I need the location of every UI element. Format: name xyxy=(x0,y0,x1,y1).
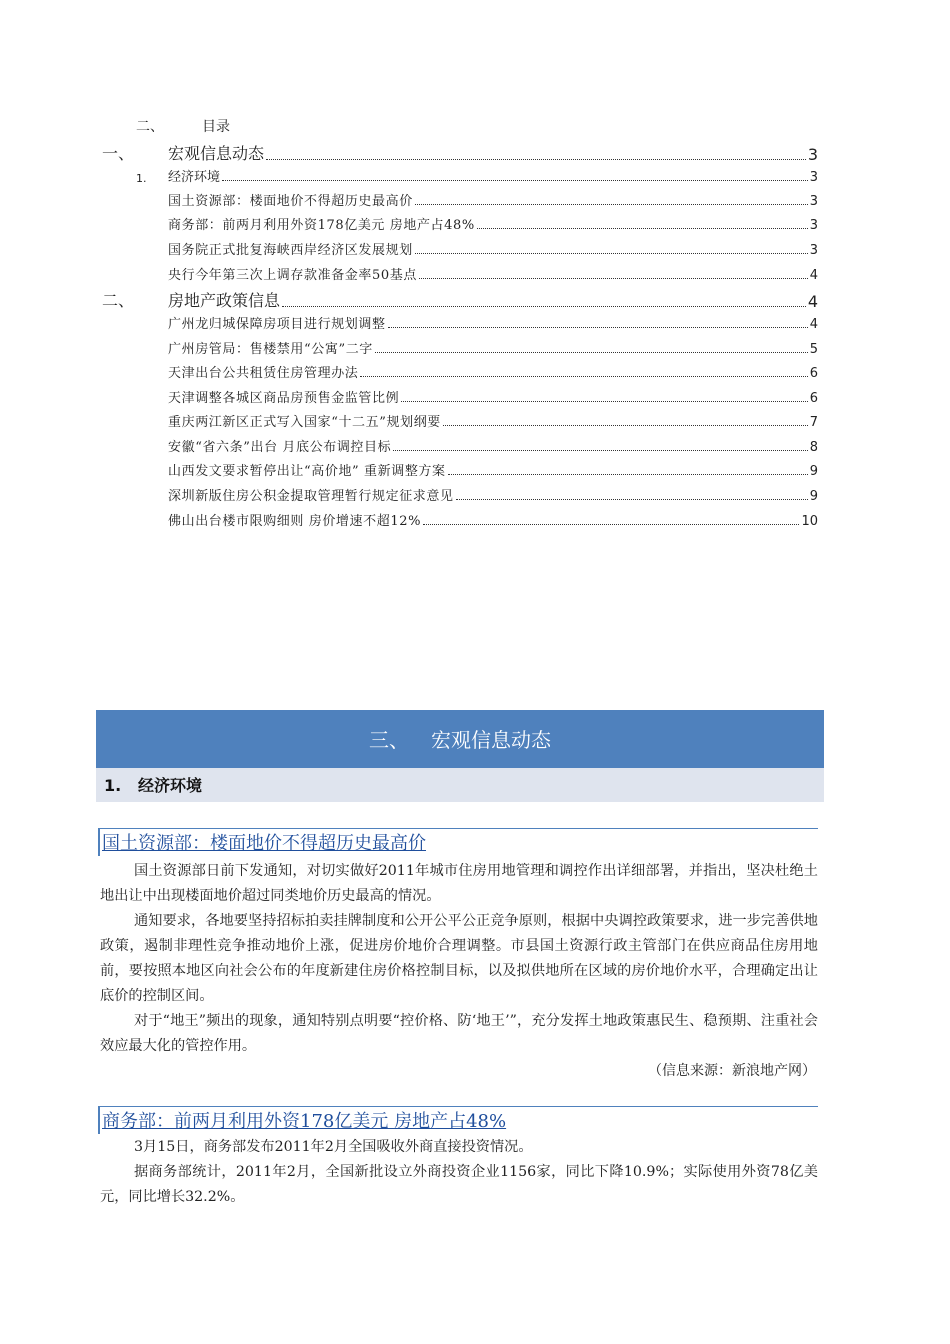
toc-entry-page: 4 xyxy=(809,268,818,283)
toc-entry[interactable] xyxy=(168,387,818,406)
toc-entry[interactable] xyxy=(168,190,818,209)
toc-entry-label: 重庆两江新区正式写入国家“十二五”规划纲要 xyxy=(168,415,441,430)
toc-leader-dots xyxy=(448,473,808,475)
toc-entry-page: 3 xyxy=(809,194,818,209)
toc-leader-dots xyxy=(222,179,808,181)
toc-entry-page: 3 xyxy=(809,243,818,258)
toc-entry[interactable] xyxy=(168,362,818,381)
toc-entry-page: 9 xyxy=(809,464,818,479)
article-paragraph: 通知要求，各地要坚持招标拍卖挂牌制度和公开公平公正竞争原则，根据中央调控政策要求，进一步完善供地政策，遏制非理性竞争推动地价上涨，促进房价地价合理调整。市县国土资源行政主管部门在供应商品住房用地前，要按照本地区向社会公布的年度新建住房价格控制目标，以及拟供地所在区域的房价地价水平，合理确定出让底价的控制区间。 xyxy=(100,913,818,1005)
article-paragraph: 国土资源部日前下发通知，对切实做好2011年城市住房用地管理和调控作出详细部署，并指出，坚决杜绝土地出让中出现楼面地价超过同类地价历史最高的情况。 xyxy=(100,863,818,905)
article-title-text: 商务部：前两月利用外资178亿美元 房地产占48% xyxy=(102,1111,507,1132)
toc-leader-dots xyxy=(401,400,808,402)
toc-entry[interactable] xyxy=(168,239,818,258)
toc-entry[interactable] xyxy=(168,214,818,233)
article-title[interactable] xyxy=(98,828,818,856)
article-source: （信息来源：新浪地产网） xyxy=(648,1063,816,1079)
toc-entry-page: 4 xyxy=(807,292,818,311)
toc-entry-label: 经济环境 xyxy=(168,170,221,185)
toc-entry[interactable] xyxy=(168,338,818,357)
toc-entry-label: 广州龙归城保障房项目进行规划调整 xyxy=(168,317,386,332)
section-title: 宏观信息动态 xyxy=(431,728,551,752)
toc-entry[interactable] xyxy=(168,436,818,455)
toc-leader-dots xyxy=(419,277,808,279)
toc-entry-page: 6 xyxy=(809,391,818,406)
toc-entry[interactable] xyxy=(168,411,818,430)
toc-leader-dots xyxy=(388,326,808,328)
toc-entry-label: 商务部：前两月利用外资178亿美元 房地产占48% xyxy=(168,218,475,233)
toc-entry-page: 10 xyxy=(801,514,818,529)
toc-leader-dots xyxy=(415,203,808,205)
toc-leader-dots xyxy=(477,227,808,229)
article-paragraph: 3月15日，商务部发布2011年2月全国吸收外商直接投资情况。 xyxy=(134,1139,533,1156)
toc-leader-dots xyxy=(423,523,799,525)
toc-entry[interactable] xyxy=(102,141,818,164)
toc-leader-dots xyxy=(266,158,806,160)
toc-entry[interactable] xyxy=(168,485,818,504)
toc-entry-label: 房地产政策信息 xyxy=(168,291,281,310)
toc-entry-page: 5 xyxy=(809,342,818,357)
section-banner xyxy=(96,710,824,768)
toc-entry-label: 天津调整各城区商品房预售金监管比例 xyxy=(168,391,400,406)
toc-entry-page: 4 xyxy=(809,317,818,332)
article-paragraph: 据商务部统计，2011年2月，全国新批设立外商投资企业1156家，同比下降10.9%；实际使用外资78亿美元，同比增长32.2%。 xyxy=(100,1164,818,1206)
toc-leader-dots xyxy=(360,375,807,377)
toc-leader-dots xyxy=(282,305,806,307)
toc-entry[interactable] xyxy=(102,288,818,311)
toc-entry-label: 央行今年第三次上调存款准备金率50基点 xyxy=(168,268,417,283)
toc-entry-label: 宏观信息动态 xyxy=(168,144,265,163)
article-title[interactable] xyxy=(98,1106,818,1134)
toc-heading xyxy=(136,116,230,136)
toc-leader-dots xyxy=(456,498,808,500)
toc-entry-label: 深圳新版住房公积金提取管理暂行规定征求意见 xyxy=(168,489,454,504)
toc-entry[interactable] xyxy=(168,264,818,283)
toc-leader-dots xyxy=(393,449,807,451)
toc-entry-page: 3 xyxy=(807,145,818,164)
subsection-number: 1. xyxy=(104,776,122,795)
article-title-text: 国土资源部：楼面地价不得超历史最高价 xyxy=(102,833,426,854)
section-number: 三、 xyxy=(369,728,409,752)
toc-entry-page: 3 xyxy=(809,218,818,233)
toc-entry-label: 天津出台公共租赁住房管理办法 xyxy=(168,366,359,381)
toc-entry-label: 国务院正式批复海峡西岸经济区发展规划 xyxy=(168,243,413,258)
toc-leader-dots xyxy=(415,252,808,254)
toc-heading-number: 二、 xyxy=(136,119,164,135)
toc-entry[interactable] xyxy=(136,166,818,185)
subsection-title: 经济环境 xyxy=(138,776,203,795)
toc-entry[interactable] xyxy=(168,313,818,332)
toc-leader-dots xyxy=(443,424,808,426)
toc-entry-page: 9 xyxy=(809,489,818,504)
toc-entry-number: 1. xyxy=(136,172,147,185)
toc-entry[interactable] xyxy=(168,460,818,479)
toc-entry-number: 二、 xyxy=(102,291,135,310)
toc-entry-page: 6 xyxy=(809,366,818,381)
toc-entry-label: 安徽“省六条”出台 月底公布调控目标 xyxy=(168,440,392,455)
subsection-bar xyxy=(96,768,824,802)
toc-entry-page: 8 xyxy=(809,440,818,455)
toc-entry-page: 7 xyxy=(809,415,818,430)
toc-entry-label: 国土资源部：楼面地价不得超历史最高价 xyxy=(168,194,413,209)
toc-entry-label: 佛山出台楼市限购细则 房价增速不超12% xyxy=(168,514,422,529)
toc-entry-label: 山西发文要求暂停出让“高价地” 重新调整方案 xyxy=(168,464,446,479)
toc-entry-label: 广州房管局：售楼禁用“公寓”二字 xyxy=(168,342,373,357)
toc-leader-dots xyxy=(375,351,808,353)
article-paragraph: 对于“地王”频出的现象，通知特别点明要“控价格、防‘地王’”，充分发挥土地政策惠民生、稳预期、注重社会效应最大化的管控作用。 xyxy=(100,1013,818,1055)
toc-entry-number: 一、 xyxy=(102,144,135,163)
toc-entry-page: 3 xyxy=(809,170,818,185)
toc-entry[interactable] xyxy=(168,510,818,529)
toc-heading-text: 目录 xyxy=(202,119,230,135)
